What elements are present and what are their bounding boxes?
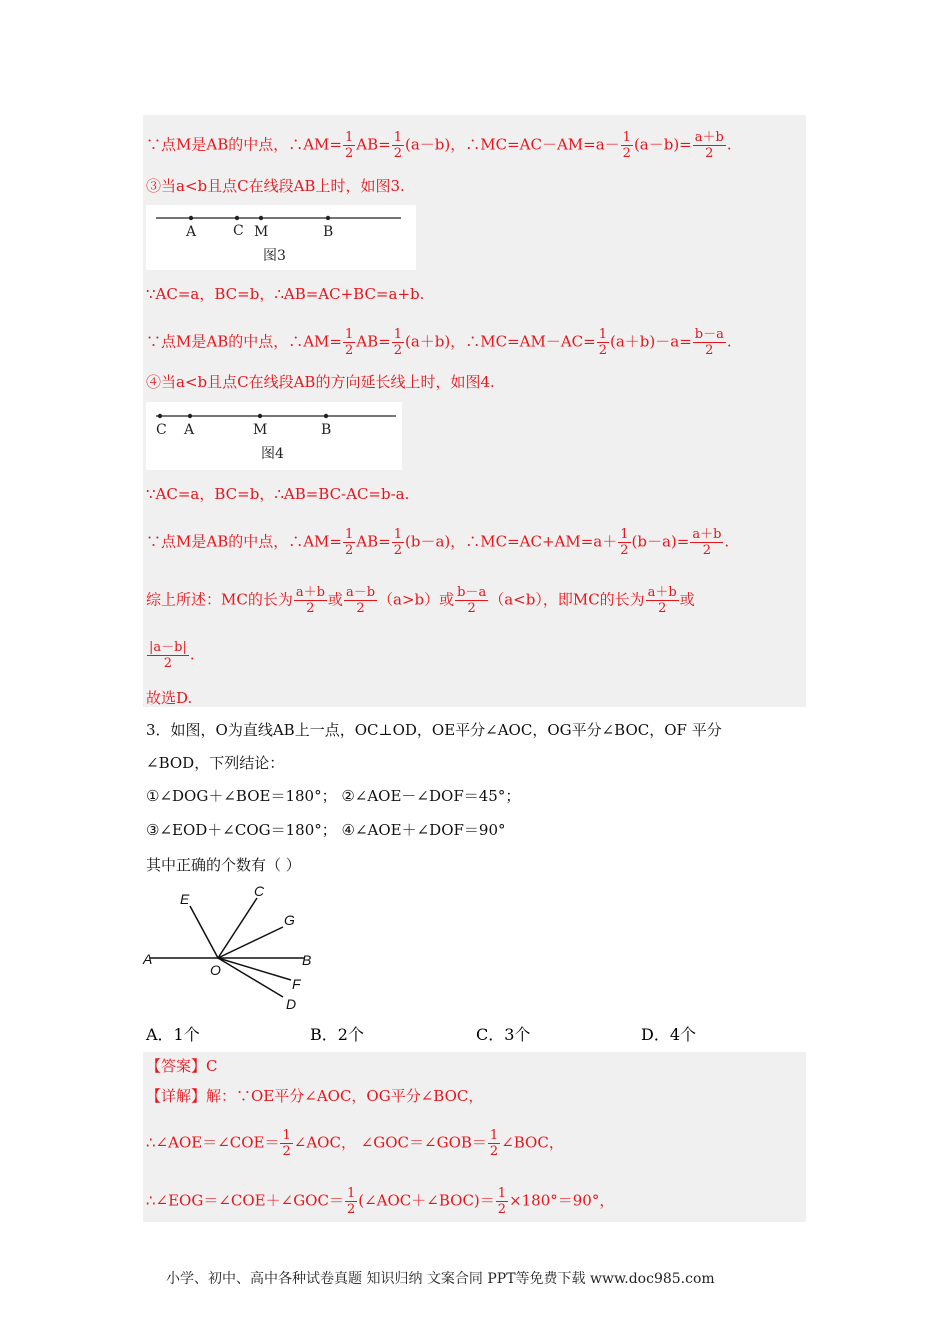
fraction: $\frac{1}{2}$ bbox=[598, 327, 607, 358]
label-O: O bbox=[210, 962, 221, 978]
text: (b－a)= bbox=[631, 532, 690, 551]
fraction: $\frac{|a-b|}{2}$ bbox=[149, 640, 187, 671]
solution-line-midpoint-3 bbox=[146, 327, 732, 358]
option-C[interactable]: C．3个 bbox=[476, 1025, 531, 1044]
label-C: C bbox=[254, 883, 265, 899]
text: ∵点M是AB的中点，∴AM= bbox=[146, 135, 342, 154]
label-D: D bbox=[286, 996, 297, 1012]
fraction: $\frac{a+b}{2}$ bbox=[694, 130, 724, 161]
summary-line-2 bbox=[146, 640, 195, 671]
fraction: $\frac{1}{2}$ bbox=[393, 130, 402, 161]
point-label: A bbox=[184, 422, 195, 438]
point-label: M bbox=[253, 422, 268, 438]
text: （a<b），即MC的长为 bbox=[489, 590, 645, 609]
label-B: B bbox=[302, 952, 312, 968]
text: (b－a)，∴MC=AC+AM=a＋ bbox=[404, 532, 618, 551]
fraction: $\frac{a+b}{2}$ bbox=[692, 527, 722, 558]
fraction: $\frac{1}{2}$ bbox=[346, 1186, 356, 1217]
option-D[interactable]: D．4个 bbox=[641, 1025, 697, 1044]
page-footer: 小学、初中、高中各种试卷真题 知识归纳 文案合同 PPT等免费下载 www.doc985.com bbox=[166, 1271, 715, 1287]
fraction: $\frac{1}{2}$ bbox=[344, 130, 354, 161]
case4-line1: ∵AC=a，BC=b，∴AB=BC-AC=b-a. bbox=[146, 485, 410, 503]
text: ∵点M是AB的中点，∴AM= bbox=[146, 532, 342, 551]
point-label: C bbox=[233, 223, 244, 239]
solution-line-midpoint-1 bbox=[146, 130, 732, 161]
case4-title: ④当a<b且点C在线段AB的方向延长线上时，如图4. bbox=[146, 373, 495, 391]
figure-4-svg bbox=[146, 402, 402, 470]
case3-title: ③当a<b且点C在线段AB上时，如图3. bbox=[146, 177, 405, 195]
point-label: C bbox=[156, 422, 167, 438]
detail-step-2 bbox=[146, 1186, 614, 1217]
figure-3-svg bbox=[146, 205, 416, 270]
fraction: $\frac{a-b}{2}$ bbox=[345, 585, 376, 616]
fraction: $\frac{1}{2}$ bbox=[344, 327, 354, 358]
text: AB= bbox=[356, 532, 391, 551]
text: 综上所述：MC的长为 bbox=[146, 590, 293, 609]
conclusions-1: ①∠DOG＋∠BOE＝180°； ②∠AOE－∠DOF＝45°； bbox=[146, 787, 521, 805]
figure-caption: 图3 bbox=[263, 248, 286, 264]
text: AB= bbox=[356, 135, 391, 154]
label-E: E bbox=[180, 891, 190, 907]
fraction: $\frac{a+b}{2}$ bbox=[647, 585, 677, 616]
text: . bbox=[726, 135, 732, 154]
text: 或 bbox=[327, 590, 343, 609]
point-label: M bbox=[254, 224, 269, 240]
point-label: A bbox=[186, 224, 197, 240]
text: . bbox=[724, 532, 730, 551]
choice-line: 故选D. bbox=[146, 689, 193, 707]
text: AB= bbox=[356, 332, 391, 351]
text: . bbox=[189, 645, 195, 664]
text: (a－b)= bbox=[633, 135, 692, 154]
option-B[interactable]: B．2个 bbox=[310, 1025, 364, 1044]
text: ∵点M是AB的中点，∴AM= bbox=[146, 332, 342, 351]
text: ×180°＝90°， bbox=[509, 1191, 615, 1210]
text: 或 bbox=[679, 590, 695, 609]
option-A[interactable]: A．1个 bbox=[146, 1025, 200, 1044]
detail-step-1 bbox=[146, 1128, 564, 1159]
fraction: $\frac{1}{2}$ bbox=[282, 1128, 291, 1159]
point-label: B bbox=[321, 422, 332, 438]
fraction: $\frac{a+b}{2}$ bbox=[295, 585, 325, 616]
label-F: F bbox=[292, 976, 301, 992]
summary-line bbox=[146, 585, 695, 616]
figure-3 bbox=[146, 205, 416, 270]
point-label: B bbox=[323, 224, 334, 240]
fraction: $\frac{1}{2}$ bbox=[344, 527, 354, 558]
text: ∠BOC， bbox=[501, 1133, 564, 1152]
figure-4 bbox=[146, 402, 402, 470]
question-3-line1: 3．如图，O为直线AB上一点，OC⊥OD，OE平分∠AOC，OG平分∠BOC，OF 平分 bbox=[146, 721, 722, 739]
fraction: $\frac{b-a}{2}$ bbox=[694, 327, 724, 358]
text: ∴∠EOG＝∠COE＋∠GOC＝ bbox=[146, 1191, 344, 1210]
question-3-line2: ∠BOD，下列结论： bbox=[146, 754, 285, 772]
solution-line-midpoint-4 bbox=[146, 527, 729, 558]
fraction: $\frac{1}{2}$ bbox=[393, 327, 402, 358]
angle-figure bbox=[140, 880, 330, 1015]
label-A: A bbox=[143, 951, 153, 967]
case3-line1: ∵AC=a，BC=b，∴AB=AC+BC=a+b. bbox=[146, 285, 425, 303]
text: . bbox=[726, 332, 732, 351]
fraction: $\frac{1}{2}$ bbox=[393, 527, 402, 558]
text: (a－b)，∴MC=AC－AM=a－ bbox=[404, 135, 620, 154]
question-ask: 其中正确的个数有（ ） bbox=[146, 856, 301, 874]
fraction: $\frac{1}{2}$ bbox=[620, 527, 629, 558]
text: （a>b）或 bbox=[378, 590, 455, 609]
fraction: $\frac{b-a}{2}$ bbox=[457, 585, 487, 616]
answer-line: 【答案】C bbox=[146, 1057, 218, 1075]
detail-line: 【详解】解：∵OE平分∠AOC，OG平分∠BOC， bbox=[146, 1087, 484, 1105]
text: ∴∠AOE＝∠COE＝ bbox=[146, 1133, 280, 1152]
label-G: G bbox=[284, 912, 295, 928]
figure-caption: 图4 bbox=[261, 446, 284, 462]
conclusions-2: ③∠EOD＋∠COG＝180°； ④∠AOE＋∠DOF＝90° bbox=[146, 821, 506, 839]
text: (a＋b)，∴MC=AM－AC= bbox=[404, 332, 596, 351]
text: ∠AOC， ∠GOC＝∠GOB＝ bbox=[293, 1133, 487, 1152]
fraction: $\frac{1}{2}$ bbox=[497, 1186, 507, 1217]
fraction: $\frac{1}{2}$ bbox=[622, 130, 631, 161]
text: (∠AOC＋∠BOC)＝ bbox=[358, 1191, 495, 1210]
fraction: $\frac{1}{2}$ bbox=[489, 1128, 499, 1159]
text: (a＋b)－a= bbox=[610, 332, 692, 351]
